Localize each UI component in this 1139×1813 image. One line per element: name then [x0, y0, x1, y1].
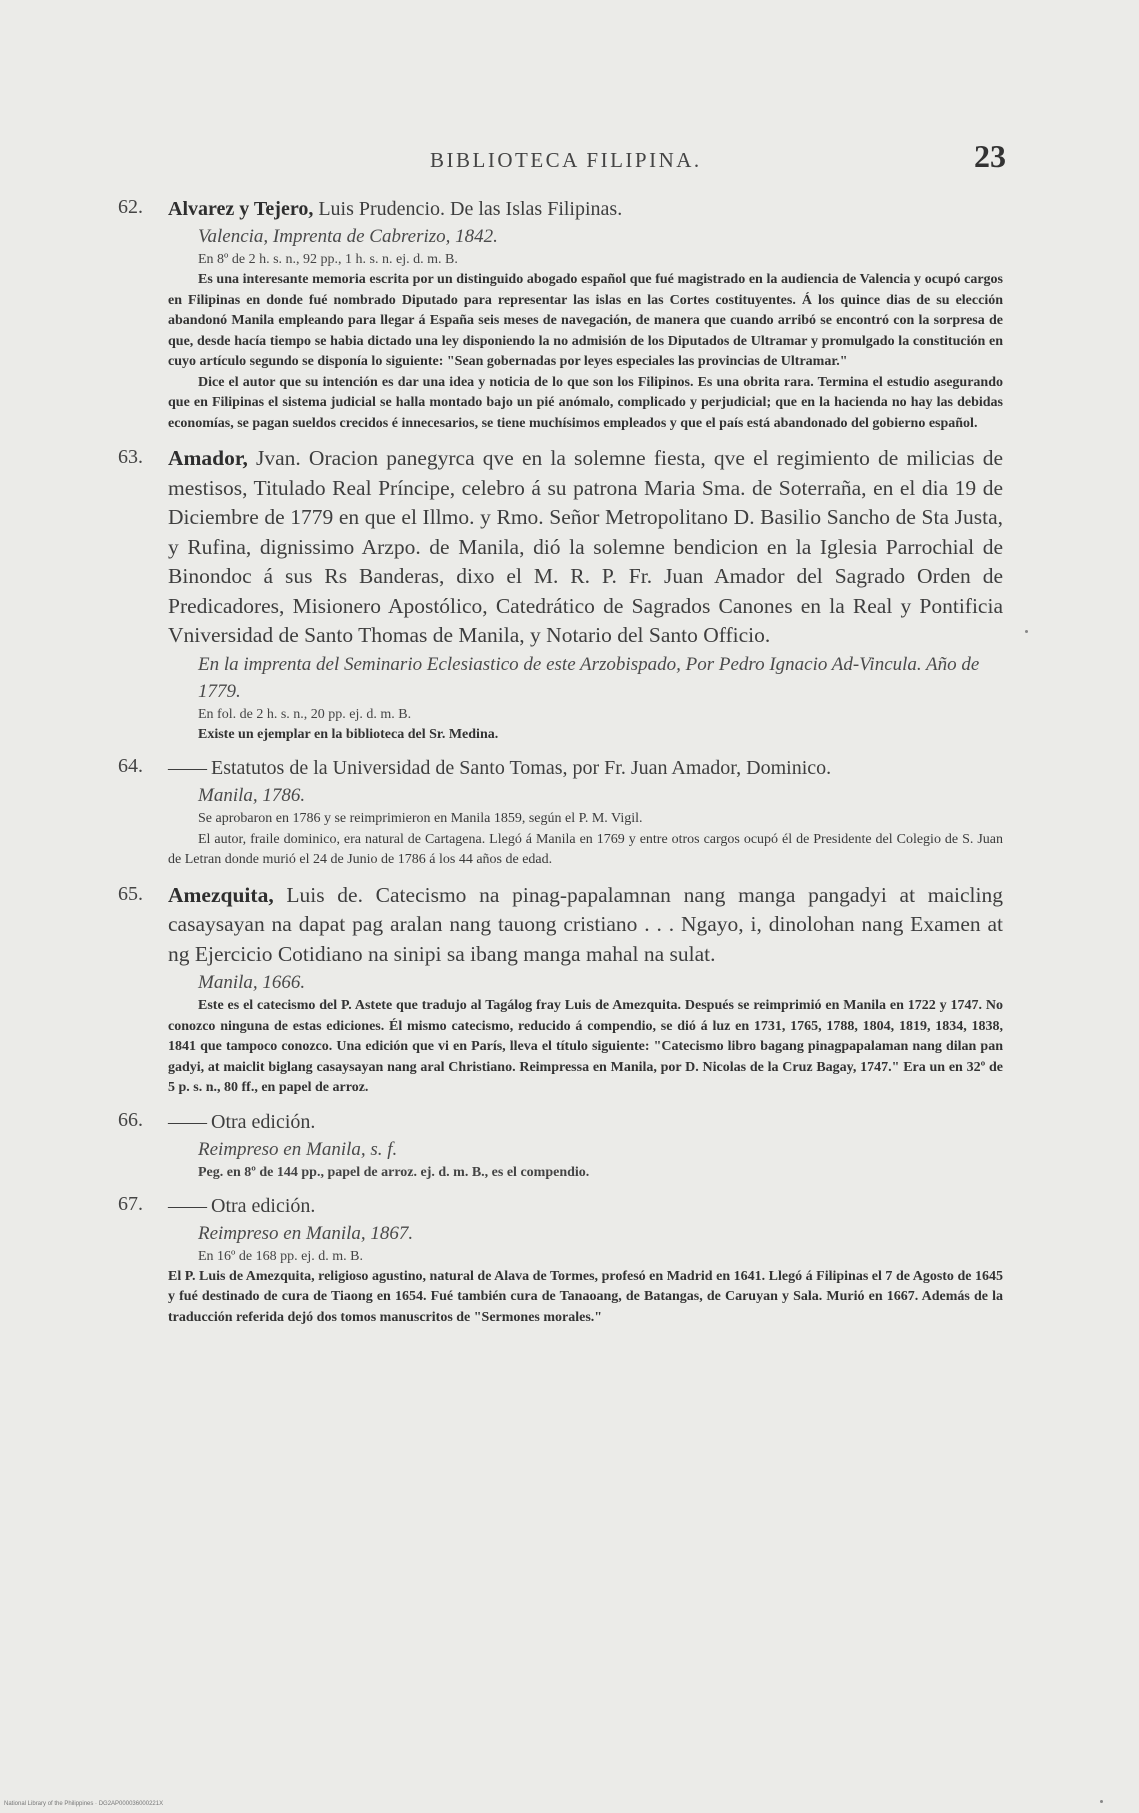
- entry-collation: En 16º de 168 pp. ej. d. m. B.: [198, 1248, 363, 1264]
- entry-imprint: Manila, 1786.: [198, 785, 306, 806]
- entry-title: [168, 196, 1003, 223]
- entry-author: ——: [168, 1194, 206, 1217]
- entry-note: Es una interesante memoria escrita por un distinguido abogado español que fué magistrado en la audiencia de Valencia y ocupó cargos en Filipinas en donde fué nombrado Diputado para representar las islas en las Cortes costituyentes. Á los quince dias de su elección abandonó Manila empleando para llegar á España seis meses de navegación, de manera que cuando arribó se encontró con la sorpresa de que, desde hacía tiempo se habia dictado una ley disponiendo la no admisión de los Diputados de Ultramar y promulgado la constitución en cuyo artículo segundo se disponía lo siguiente: "Sean gobernadas por leyes especiales las provincias de Ultramar.": [168, 272, 1003, 369]
- entry-title: [168, 1109, 1003, 1136]
- entry-66: [118, 1109, 1003, 1183]
- bibliography-entries: [118, 196, 1003, 1328]
- entry-number: 62.: [118, 196, 143, 218]
- page-header: [0, 138, 1139, 178]
- entry-author: Amezquita,: [168, 882, 274, 907]
- entry-author: ——: [168, 757, 206, 779]
- entry-collation: En 8º de 2 h. s. n., 92 pp., 1 h. s. n. ej. d. m. B.: [198, 252, 458, 267]
- entry-title-text: Luis de. Catecismo na pinag-papalamnan nang manga pangadyi at maicling casaysayan na dapat pag aralan nang tauong cristiano . . . Ngayo, i, dinolohan nang Examen at ng Ejercicio Cotidiano na sinipi sa ibang manga mahal na sulat.: [168, 882, 1003, 966]
- entry-title-text: Luis Prudencio. De las Islas Filipinas.: [313, 198, 623, 220]
- entry-collation: Peg. en 8º de 144 pp., papel de arroz. ej. d. m. B., es el compendio.: [198, 1164, 590, 1180]
- entry-title-text: Estatutos de la Universidad de Santo Tomas, por Fr. Juan Amador, Dominico.: [206, 757, 832, 779]
- entry-author: Amador,: [168, 446, 248, 470]
- entry-title-text: Otra edición.: [206, 1110, 316, 1133]
- entry-title: [168, 755, 1003, 782]
- entry-note: El P. Luis de Amezquita, religioso agustino, natural de Alava de Tormes, profesó en Madrid en 1641. Llegó á Filipinas el 7 de Agosto de 1645 y fué destinado de cura de Tiaong en 1654. Fué también cura de Tanaoang, de Batangas, de Caruyan y Sala. Murió en 1667. Además de la traducción referida dejó dos tomos manuscritos de "Sermones morales.": [168, 1268, 1003, 1325]
- entry-number: 67.: [118, 1192, 143, 1215]
- entry-63: [118, 444, 1003, 745]
- entry-62: [118, 196, 1003, 434]
- entry-note: El autor, fraile dominico, era natural de Cartagena. Llegó á Manila en 1769 y entre otros cargos ocupó él de Presidente del Colegio de S. Juan de Letran donde murió el 24 de Junio de 1786 á los 44 años de edad.: [168, 831, 1003, 867]
- scan-speck: [1100, 1800, 1103, 1803]
- entry-number: 65.: [118, 882, 143, 905]
- entry-collation: En fol. de 2 h. s. n., 20 pp. ej. d. m. B.: [198, 706, 412, 722]
- scan-speck: [1025, 630, 1028, 633]
- entry-number: 63.: [118, 446, 143, 468]
- entry-title-text: Jvan. Oracion panegyrca qve en la solemne fiesta, qve el regimiento de milicias de mestisos, Titulado Real Príncipe, celebro á su patrona Maria Sma. de Soterraña, en el dia 19 de Diciembre de 1779 en que el Illmo. y Rmo. Señor Metropolitano D. Basilio Sancho de Sta Justa, y Rufina, dignissimo Arzpo. de Manila, dió la solemne bendicion en la Iglesia Parrochial de Binondoc á sus Rs Banderas, dixo el M. R. P. Fr. Juan Amador del Sagrado Orden de Predicadores, Misionero Apostólico, Catedrático de Sagrados Canones en la Real y Pontificia Vniversidad de Santo Thomas de Manila, y Notario del Santo Officio.: [168, 446, 1003, 647]
- entry-imprint: En la imprenta del Seminario Eclesiastico de este Arzobispado, Por Pedro Ignacio Ad-Vincula. Año de 1779.: [198, 653, 980, 702]
- running-title: BIBLIOTECA FILIPINA.: [430, 148, 702, 172]
- entry-author: ——: [168, 1110, 206, 1133]
- entry-note: Este es el catecismo del P. Astete que tradujo al Tagálog fray Luis de Amezquita. Después se reimprimió en Manila en 1722 y 1747. No conozco ninguna de estas ediciones. Él mismo catecismo, reducido á compendio, se dió á luz en 1731, 1765, 1788, 1804, 1819, 1834, 1838, 1841 que tampoco conozco. Una edición que vi en París, lleva el título siguiente: "Catecismo libro bagang pinagpapalaman nang dilan pan gadyi, at maiclit biglang casaysayan nang aral Christiano. Reimpressa en Manila, por D. Nicolas de la Cruz Bagay, 1747." Era un en 32º de 5 p. s. n., 80 ff., en papel de arroz.: [168, 998, 1003, 1095]
- entry-title: [168, 444, 1003, 651]
- entry-number: 66.: [118, 1108, 143, 1131]
- entry-author: Alvarez y Tejero,: [168, 198, 314, 220]
- entry-imprint: Valencia, Imprenta de Cabrerizo, 1842.: [198, 226, 498, 247]
- entry-title: [168, 1193, 1003, 1220]
- scan-credit: National Library of the Philippines · DG2AP000036000221X: [4, 1801, 164, 1807]
- entry-note: Existe un ejemplar en la biblioteca del Sr. Medina.: [198, 726, 499, 742]
- entry-title-text: Otra edición.: [206, 1194, 316, 1217]
- entry-imprint: Reimpreso en Manila, 1867.: [198, 1222, 414, 1244]
- entry-64: [118, 755, 1003, 871]
- entry-67: [118, 1193, 1003, 1329]
- entry-imprint: Reimpreso en Manila, s. f.: [198, 1138, 398, 1160]
- page-number: 23: [974, 138, 1006, 174]
- entry-65: [118, 881, 1003, 1099]
- entry-note: Se aprobaron en 1786 y se reimprimieron en Manila 1859, según el P. M. Vigil.: [198, 811, 643, 826]
- entry-imprint: Manila, 1666.: [198, 972, 306, 993]
- entry-title: [168, 881, 1003, 970]
- entry-note: Dice el autor que su intención es dar una idea y noticia de lo que son los Filipinos. Es una obrita rara. Termina el estudio asegurando que en Filipinas el sistema judicial se halla montado bajo un pié anómalo, complicado y perjudicial; que en la hacienda no hay las debidas economías, se pagan sueldos crecidos é innecesarios, se tiene muchísimos empleados y que el país está abandonado del gobierno español.: [168, 374, 1003, 431]
- entry-number: 64.: [118, 755, 143, 777]
